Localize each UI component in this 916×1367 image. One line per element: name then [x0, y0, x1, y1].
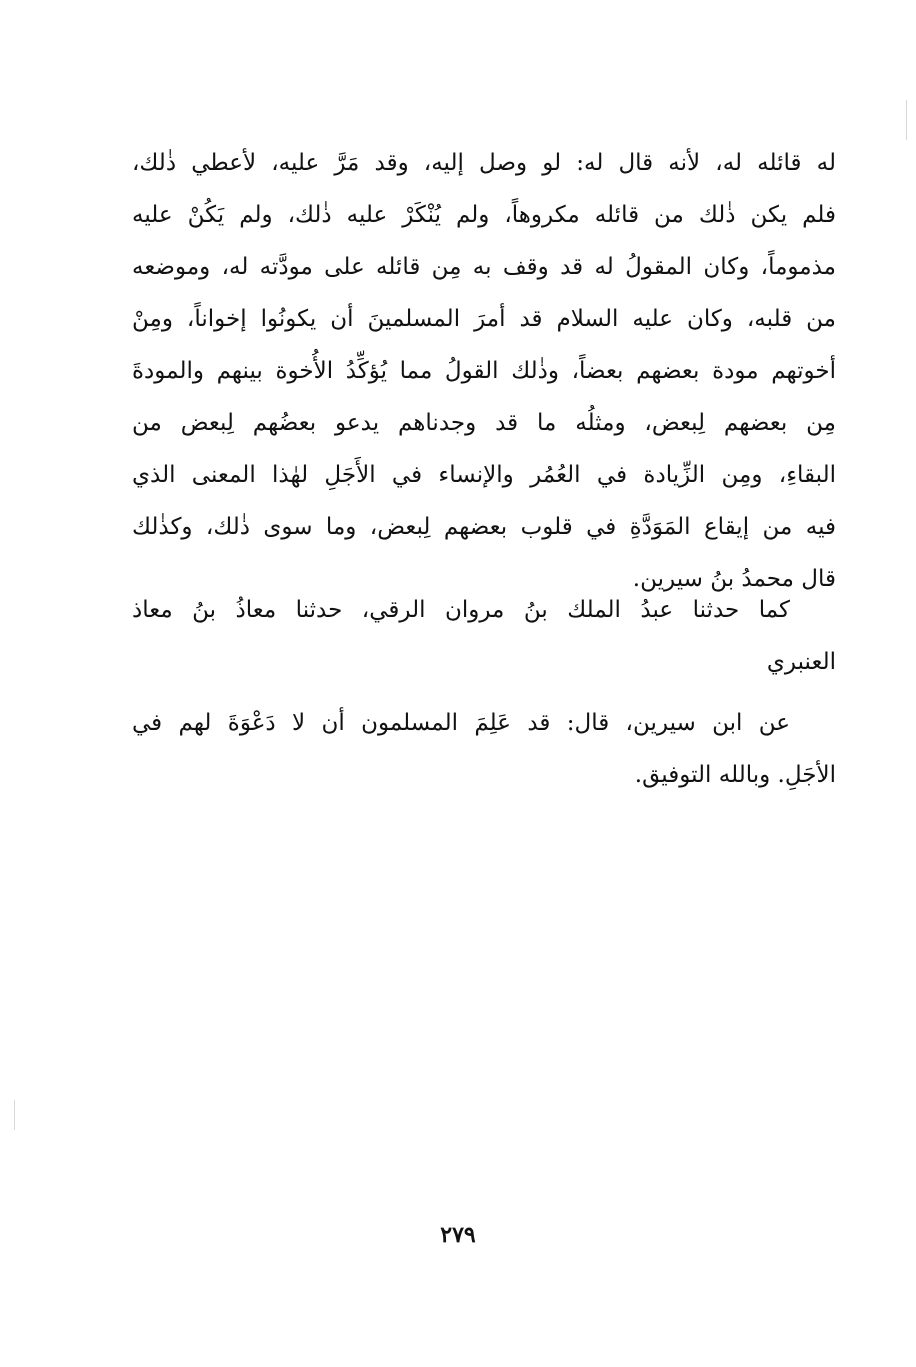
text-line: قال محمدُ بنُ سيرين. [632, 566, 836, 592]
page-number: ٢٧٩ [440, 1222, 476, 1248]
text-line: العنبري [766, 649, 836, 675]
text-line: من قلبه، وكان عليه السلام قد أمرَ المسلمينَ أن يكونُوا إخواناً، ومِنْ [132, 306, 836, 332]
text-line: فلم يكن ذٰلك من قائله مكروهاً، ولم يُنْكَرْ عليه ذٰلك، ولم يَكُنْ عليه [132, 202, 836, 228]
quote-paragraph [132, 697, 836, 801]
text-line: مذموماً، وكان المقولُ له قد وقف به مِن قائله على مودَّته له، وموضعه [132, 254, 836, 280]
isnad-paragraph [132, 584, 836, 688]
text-line: أخوتهم مودة بعضهم بعضاً، وذٰلك القولُ مما يُؤكِّدُ الأُخوة بينهم والمودةَ [132, 358, 836, 384]
text-line: له قائله له، لأنه قال له: لو وصل إليه، وقد مَرَّ عليه، لأعطي ذٰلك، [132, 150, 836, 176]
text-line: كما حدثنا عبدُ الملك بنُ مروان الرقي، حدثنا معاذُ بنُ معاذ [132, 597, 790, 623]
text-line: عن ابن سيرين، قال: قد عَلِمَ المسلمون أن لا دَعْوَةَ لهم في [132, 710, 790, 736]
text-line: مِن بعضهم لِبعض، ومثلُه ما قد وجدناهم يدعو بعضُهم لِبعض من [132, 410, 836, 436]
text-line: الأجَلِ. وبالله التوفيق. [634, 762, 836, 788]
scan-edge-mark [14, 1100, 15, 1130]
text-line: فيه من إيقاع المَوَدَّةِ في قلوب بعضهم لِبعض، وما سوى ذٰلك، وكذٰلك [132, 514, 836, 540]
main-paragraph [132, 137, 836, 605]
scan-edge-mark [906, 100, 907, 140]
text-line: البقاءِ، ومِن الزِّيادة في العُمُر والإنساء في الأَجَلِ لهٰذا المعنى الذي [132, 462, 836, 488]
